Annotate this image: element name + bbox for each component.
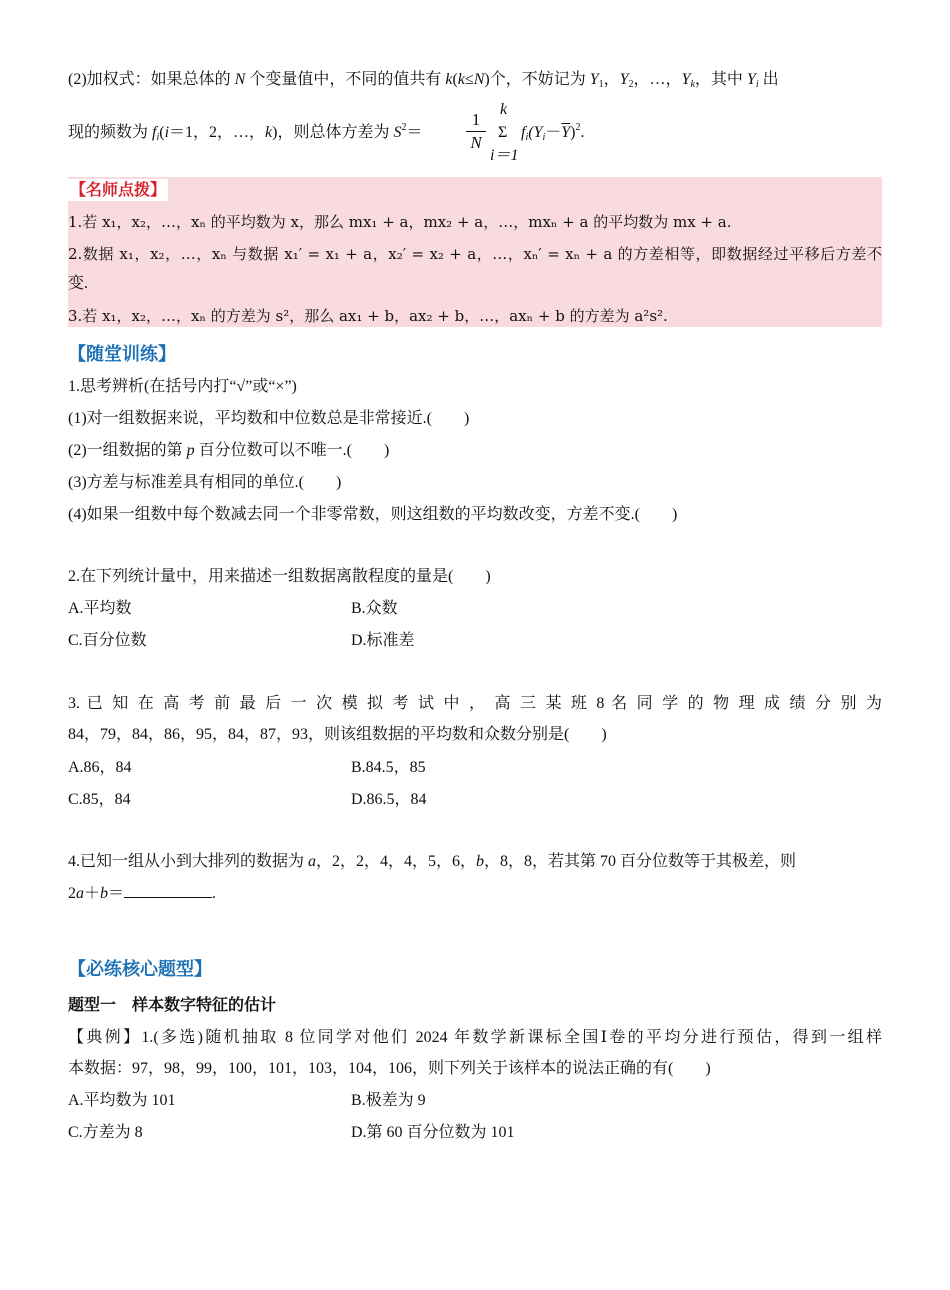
var-s: S (393, 124, 402, 141)
text: 现的频数为 (68, 124, 153, 141)
var-y: Y (681, 71, 691, 88)
question-1-2 (68, 440, 389, 462)
var-a: a (308, 853, 317, 870)
tip-item-2-cont: 变. (68, 275, 89, 292)
var-f: f (521, 124, 526, 141)
tip-item-1: 1.若 x₁，x₂，…，xₙ 的平均数为 x，那么 mx₁ + a，mx₂ + a，…，mxₙ + a 的平均数为 mx + a. (68, 213, 732, 231)
subscript: 1 (598, 79, 604, 90)
y-bar: $\overline{Y}$ (561, 124, 571, 141)
var-b: b (100, 885, 109, 902)
option-d: D.标准差 (351, 632, 415, 649)
text: － (545, 124, 562, 141)
var-p: p (186, 442, 195, 459)
var-f: f (152, 124, 157, 141)
text: ， (603, 71, 620, 88)
text: 1.(多选)随机抽取 8 位同学对他们 2024 年数学新课标全国Ⅰ卷的平均分进行预估，得到一组样 (141, 1029, 882, 1046)
text: ＝ (406, 124, 423, 141)
var-n: N (473, 71, 485, 88)
question-1-4: (4)如果一组数中每个数减去同一个非零常数，则这组数的平均数改变，方差不变.( ) (68, 506, 678, 523)
text: ＝1，2，…， (169, 124, 266, 141)
practice-section-title: 【随堂训练】 (68, 344, 176, 365)
text: . (580, 124, 585, 141)
text: (2)一组数据的第 (68, 442, 187, 459)
text: 2 (68, 885, 76, 902)
option-b: B.众数 (351, 600, 398, 617)
option-b: B.极差为 9 (351, 1092, 426, 1109)
option-d: D.第 60 百分位数为 101 (351, 1124, 515, 1141)
option-b: B.84.5，85 (351, 759, 426, 776)
option-a: A.平均数为 101 (68, 1092, 176, 1109)
question-3-cont: 84，79，84，86，95，84，87，93，则该组数据的平均数和众数分别是( ) (68, 726, 607, 743)
subscript: i (542, 132, 546, 143)
answer-blank[interactable] (124, 883, 212, 898)
question-4 (68, 851, 796, 873)
question-2: 2.在下列统计量中，用来描述一组数据离散程度的量是( ) (68, 568, 491, 585)
superscript: 2 (575, 122, 581, 133)
text: ，2，2，4，4，5，6， (316, 853, 477, 870)
superscript: 2 (401, 122, 407, 133)
fraction-bar (466, 131, 486, 132)
subscript: i (755, 79, 759, 90)
type-1-title: 题型一 样本数字特征的估计 (68, 995, 277, 1014)
text: ) (570, 124, 576, 141)
var-k: k (265, 124, 273, 141)
text: ，…， (633, 71, 682, 88)
subscript: k (690, 79, 695, 90)
subscript: i (525, 132, 529, 143)
fraction-denominator: N (470, 133, 482, 152)
option-c: C.百分位数 (68, 632, 147, 649)
text: (Y (528, 124, 543, 141)
option-c: C.方差为 8 (68, 1124, 143, 1141)
text: 出 (758, 71, 779, 88)
var-i: i (164, 124, 170, 141)
text: 个变量值中，不同的值共有 (245, 71, 446, 88)
var-n: N (234, 71, 246, 88)
var-y: Y (619, 71, 629, 88)
sigma-symbol: Σ (498, 124, 508, 141)
question-3: 3. 已 知 在 高 考 前 最 后 一 次 模 拟 考 试 中 ， 高 三 某 班 8 名 同 学 的 物 理 成 绩 分 别 为 (68, 695, 882, 712)
question-1-1: (1)对一组数据来说，平均数和中位数总是非常接近.( ) (68, 410, 470, 427)
fraction-numerator: 1 (471, 110, 481, 129)
text: ，8，8，若其第 70 百分位数等于其极差，则 (484, 853, 797, 870)
subscript: 2 (628, 79, 634, 90)
sum-term (521, 122, 585, 144)
text: )个，不妨记为 (484, 71, 590, 88)
var-a: a (76, 885, 84, 902)
example-1-cont: 本数据：97，98，99，100，101，103，104，106，则下列关于该样本的说法正确的有( ) (68, 1060, 711, 1077)
var-y: Y (589, 71, 599, 88)
text: ( (452, 71, 458, 88)
text: ＝ (108, 885, 125, 902)
subscript: i (156, 132, 160, 143)
var-y: Y (746, 71, 756, 88)
text: 百分位数可以不唯一.( ) (194, 442, 390, 459)
weighted-line-2 (68, 122, 423, 144)
text: 4.已知一组从小到大排列的数据为 (68, 853, 309, 870)
weighted-line-1 (68, 69, 779, 91)
text: (2)加权式：如果总体的 (68, 71, 235, 88)
question-1: 1.思考辨析(在括号内打“√”或“×”) (68, 378, 297, 395)
option-a: A.平均数 (68, 600, 132, 617)
option-d: D.86.5，84 (351, 791, 427, 808)
question-4-cont (68, 883, 216, 905)
core-section-title: 【必练核心题型】 (68, 959, 212, 980)
tip-item-2: 2.数据 x₁，x₂，…，xₙ 与数据 x₁′ = x₁ + a，x₂′ = x₂ + a，…，xₙ′ = xₙ + a 的方差相等，即数据经过平移后方差不 (68, 245, 882, 263)
option-a: A.86，84 (68, 759, 132, 776)
var-k: k (445, 71, 453, 88)
question-1-3: (3)方差与标准差具有相同的单位.( ) (68, 474, 342, 491)
text: )，则总体方差为 (272, 124, 394, 141)
sum-upper-limit: k (500, 101, 508, 118)
text: ≤ (464, 71, 474, 88)
teacher-tip-title: 【名师点拨】 (70, 180, 167, 199)
example-1 (68, 1027, 882, 1049)
tip-item-3: 3.若 x₁，x₂，…，xₙ 的方差为 s²，那么 ax₁ + b，ax₂ + b，…，axₙ + b 的方差为 a²s². (68, 307, 668, 325)
example-label: 【典例】 (68, 1029, 142, 1046)
text: ＋ (84, 885, 101, 902)
var-b: b (476, 853, 485, 870)
sum-lower-limit: i＝1 (490, 147, 519, 164)
fraction (466, 110, 486, 153)
option-c: C.85，84 (68, 791, 131, 808)
var-k: k (457, 71, 465, 88)
text: . (212, 885, 217, 902)
text: ，其中 (694, 71, 747, 88)
text: ( (159, 124, 165, 141)
